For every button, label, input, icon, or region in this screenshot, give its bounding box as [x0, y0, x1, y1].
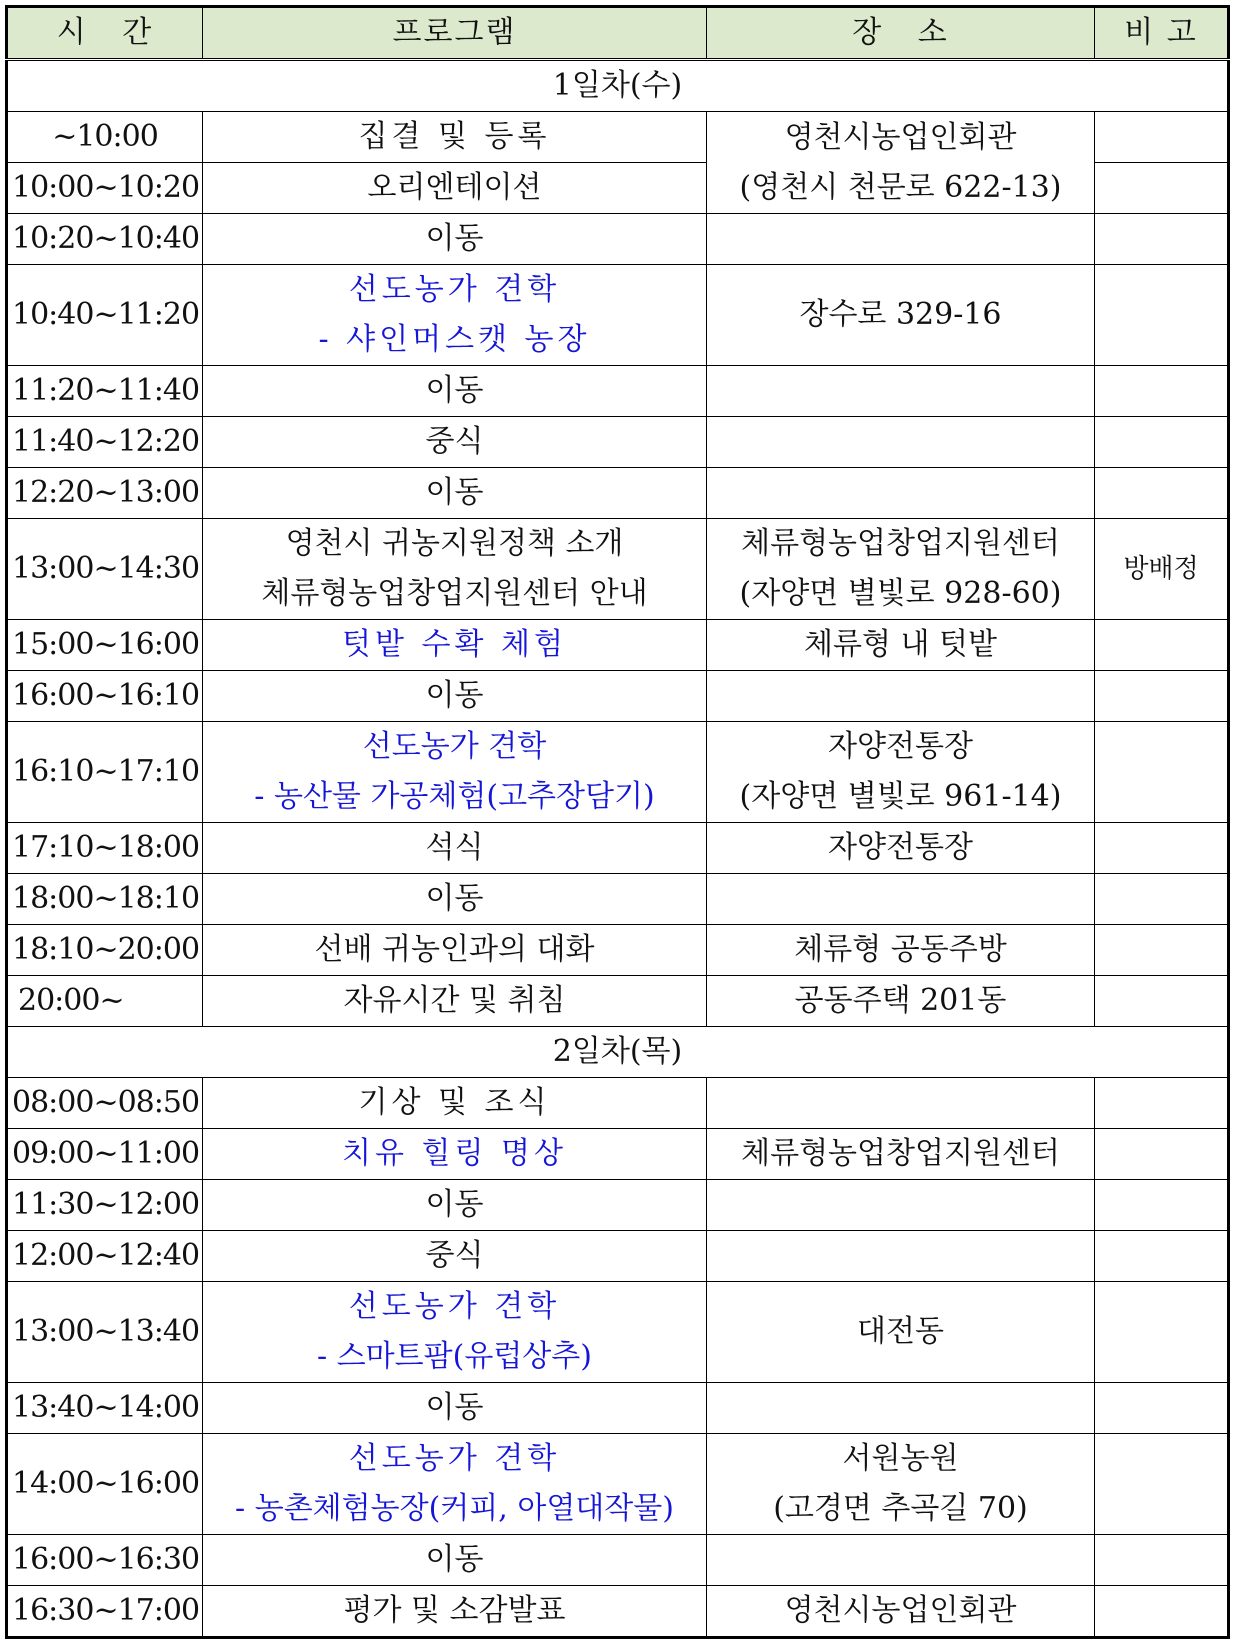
- place-cell: [707, 1231, 1095, 1282]
- program-cell: 선배 귀농인과의 대화: [203, 925, 707, 976]
- note-cell: [1095, 1434, 1229, 1535]
- program-line: 선도농가 견학: [348, 272, 561, 307]
- table-row: [7, 112, 1229, 163]
- place-line: (영천시 천문로 622-13): [739, 169, 1062, 205]
- note-cell: [1095, 1129, 1229, 1180]
- place-line: (자양면 별빛로 961-14): [739, 779, 1062, 814]
- place-cell: 체류형 공동주방: [707, 925, 1095, 976]
- table-row: [7, 214, 1229, 265]
- program-cell: 석식: [203, 823, 707, 874]
- table-row: [7, 925, 1229, 976]
- place-cell: 공동주택 201동: [707, 976, 1095, 1027]
- time-cell: 14:00~16:00: [7, 1434, 203, 1535]
- time-cell: 18:10~20:00: [7, 925, 203, 976]
- day1-title: 1일차(수): [7, 60, 1229, 112]
- table-row: [7, 519, 1229, 620]
- table-row: [7, 1282, 1229, 1383]
- note-cell: [1095, 1535, 1229, 1586]
- table-row: [7, 823, 1229, 874]
- program-line: 선도농가 견학: [348, 1441, 561, 1476]
- place-cell: [707, 1434, 1095, 1535]
- program-cell: 평가 및 소감발표: [203, 1586, 707, 1638]
- table-row: [7, 468, 1229, 519]
- place-cell: [707, 519, 1095, 620]
- program-cell: 이동: [203, 214, 707, 265]
- time-cell: 11:20~11:40: [7, 366, 203, 417]
- time-cell: ~10:00: [7, 112, 203, 163]
- program-cell: 이동: [203, 1180, 707, 1231]
- note-cell: [1095, 112, 1229, 163]
- time-cell: 20:00~: [7, 976, 203, 1027]
- time-cell: 09:00~11:00: [7, 1129, 203, 1180]
- program-cell: [203, 519, 707, 620]
- place-cell: [707, 1078, 1095, 1129]
- program-cell: 집결 및 등록: [203, 112, 707, 163]
- table-row: [7, 976, 1229, 1027]
- time-cell: 08:00~08:50: [7, 1078, 203, 1129]
- place-line: 서원농원: [842, 1441, 959, 1476]
- table-row: [7, 722, 1229, 823]
- place-cell: 자양전통장: [707, 823, 1095, 874]
- place-cell: [707, 1383, 1095, 1434]
- place-line: 영천시농업인회관: [784, 119, 1017, 155]
- time-cell: 10:40~11:20: [7, 265, 203, 366]
- note-cell: [1095, 671, 1229, 722]
- place-cell: 영천시농업인회관: [707, 1586, 1095, 1638]
- time-cell: 13:40~14:00: [7, 1383, 203, 1434]
- place-cell: [707, 112, 1095, 214]
- time-cell: 12:20~13:00: [7, 468, 203, 519]
- schedule-table: [5, 5, 1230, 1639]
- place-cell: [707, 722, 1095, 823]
- place-cell: [707, 468, 1095, 519]
- note-cell: [1095, 874, 1229, 925]
- place-cell: [707, 417, 1095, 468]
- program-cell: 이동: [203, 366, 707, 417]
- place-cell: [707, 1180, 1095, 1231]
- place-line: (자양면 별빛로 928-60): [739, 576, 1062, 611]
- note-cell: [1095, 722, 1229, 823]
- note-cell: [1095, 1078, 1229, 1129]
- program-cell: [203, 265, 707, 366]
- table-row: [7, 1383, 1229, 1434]
- table-row: [7, 874, 1229, 925]
- program-line: - 농산물 가공체험(고추장담기): [254, 779, 655, 814]
- program-cell: [203, 722, 707, 823]
- place-line: 체류형농업창업지원센터: [741, 526, 1060, 561]
- program-line: 체류형농업창업지원센터 안내: [261, 576, 648, 611]
- table-row: [7, 417, 1229, 468]
- program-cell: 자유시간 및 취침: [203, 976, 707, 1027]
- program-cell: 텃밭 수확 체험: [203, 620, 707, 671]
- day1-section: [7, 60, 1229, 1027]
- table-row: [7, 1231, 1229, 1282]
- time-cell: 13:00~14:30: [7, 519, 203, 620]
- place-cell: 대전동: [707, 1282, 1095, 1383]
- day2-title: 2일차(목): [7, 1027, 1229, 1078]
- program-cell: 오리엔테이션: [203, 163, 707, 214]
- header-program: 프로그램: [203, 7, 707, 60]
- header-time: 시 간: [7, 7, 203, 60]
- time-cell: 10:20~10:40: [7, 214, 203, 265]
- time-cell: 15:00~16:00: [7, 620, 203, 671]
- program-cell: 중식: [203, 1231, 707, 1282]
- time-cell: 13:00~13:40: [7, 1282, 203, 1383]
- time-cell: 17:10~18:00: [7, 823, 203, 874]
- note-cell: [1095, 163, 1229, 214]
- time-cell: 12:00~12:40: [7, 1231, 203, 1282]
- note-cell: [1095, 265, 1229, 366]
- program-cell: 중식: [203, 417, 707, 468]
- program-line: 영천시 귀농지원정책 소개: [285, 526, 624, 561]
- time-cell: 11:30~12:00: [7, 1180, 203, 1231]
- note-cell: [1095, 976, 1229, 1027]
- note-cell: [1095, 366, 1229, 417]
- table-row: [7, 1078, 1229, 1129]
- place-cell: [707, 671, 1095, 722]
- day2-section: [7, 1027, 1229, 1638]
- note-cell: [1095, 823, 1229, 874]
- place-cell: 체류형 내 텃밭: [707, 620, 1095, 671]
- program-cell: [203, 1282, 707, 1383]
- table-row: [7, 671, 1229, 722]
- program-cell: 이동: [203, 671, 707, 722]
- place-cell: [707, 1535, 1095, 1586]
- place-cell: [707, 874, 1095, 925]
- note-cell: [1095, 620, 1229, 671]
- time-cell: 16:10~17:10: [7, 722, 203, 823]
- time-cell: 16:00~16:30: [7, 1535, 203, 1586]
- program-cell: 치유 힐링 명상: [203, 1129, 707, 1180]
- note-cell: [1095, 1231, 1229, 1282]
- place-line: 자양전통장: [828, 729, 973, 764]
- table-row: [7, 1586, 1229, 1638]
- table-row: [7, 1434, 1229, 1535]
- note-cell: [1095, 1586, 1229, 1638]
- place-cell: 체류형농업창업지원센터: [707, 1129, 1095, 1180]
- table-row: [7, 265, 1229, 366]
- table-header: [7, 7, 1229, 60]
- program-line: - 스마트팜(유럽상추): [317, 1339, 592, 1374]
- note-cell: [1095, 1282, 1229, 1383]
- table-row: [7, 1180, 1229, 1231]
- place-cell: [707, 214, 1095, 265]
- note-cell: [1095, 1383, 1229, 1434]
- note-cell: [1095, 417, 1229, 468]
- program-line: - 농촌체험농장(커피, 아열대작물): [235, 1491, 674, 1526]
- table-row: [7, 620, 1229, 671]
- note-cell: [1095, 925, 1229, 976]
- place-cell: [707, 366, 1095, 417]
- program-cell: [203, 1434, 707, 1535]
- note-cell: [1095, 468, 1229, 519]
- note-cell: 방배정: [1095, 519, 1229, 620]
- time-cell: 18:00~18:10: [7, 874, 203, 925]
- program-cell: 이동: [203, 468, 707, 519]
- program-line: 선도농가 견학: [348, 1289, 561, 1324]
- note-cell: [1095, 214, 1229, 265]
- program-cell: 이동: [203, 874, 707, 925]
- time-cell: 16:30~17:00: [7, 1586, 203, 1638]
- header-place: 장 소: [707, 7, 1095, 60]
- place-cell: 장수로 329-16: [707, 265, 1095, 366]
- program-cell: 이동: [203, 1383, 707, 1434]
- table-row: [7, 1535, 1229, 1586]
- table-row: [7, 366, 1229, 417]
- program-cell: 이동: [203, 1535, 707, 1586]
- program-line: - 샤인머스캣 농장: [318, 322, 591, 357]
- time-cell: 11:40~12:20: [7, 417, 203, 468]
- program-line: 선도농가 견학: [362, 729, 547, 764]
- note-cell: [1095, 1180, 1229, 1231]
- place-line: (고경면 추곡길 70): [773, 1491, 1028, 1526]
- table-row: [7, 1129, 1229, 1180]
- program-cell: 기상 및 조식: [203, 1078, 707, 1129]
- header-note: 비 고: [1095, 7, 1229, 60]
- time-cell: 10:00~10:20: [7, 163, 203, 214]
- time-cell: 16:00~16:10: [7, 671, 203, 722]
